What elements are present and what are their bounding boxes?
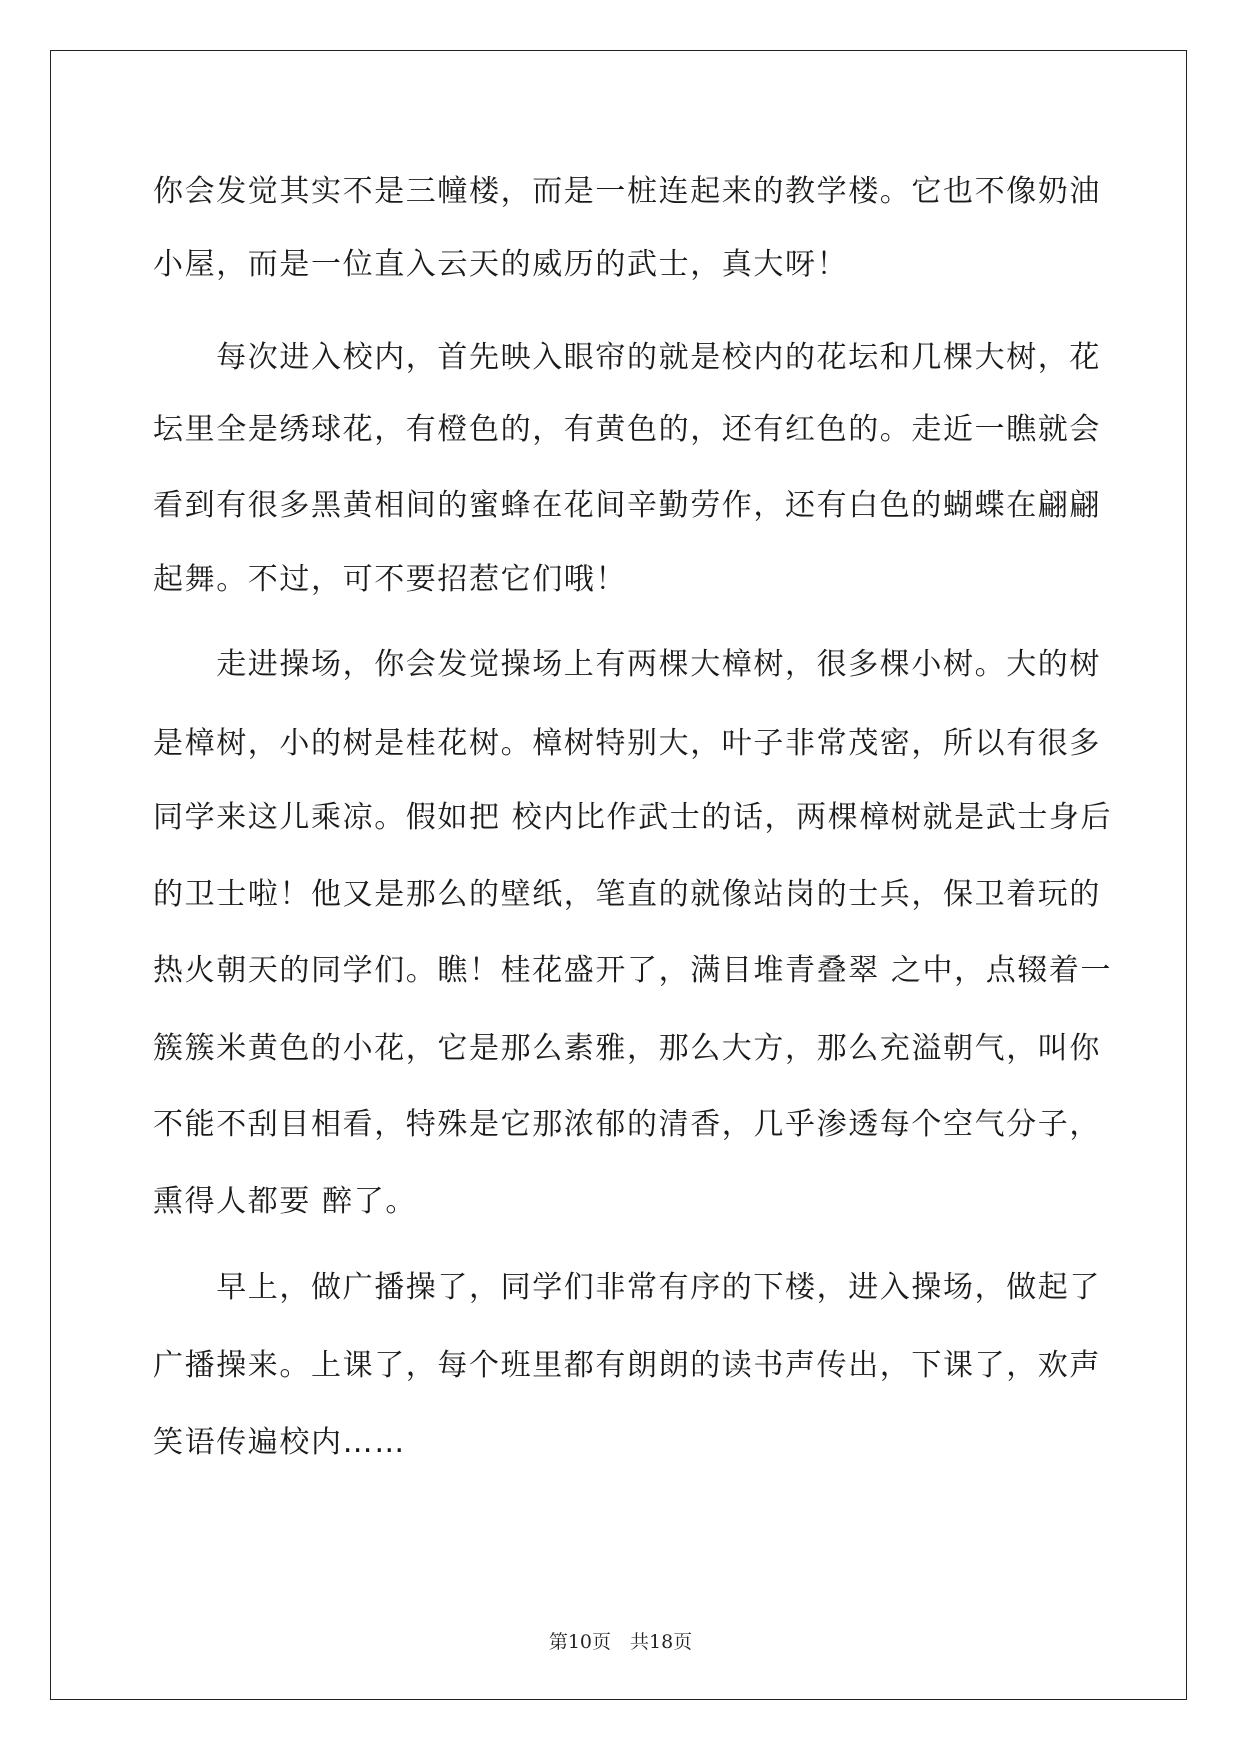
text-line: 热火朝天的同学们。瞧！桂花盛开了，满目堆青叠翠 之中，点辍着一 bbox=[153, 953, 1113, 988]
text-line: 坛里全是绣球花，有橙色的，有黄色的，还有红色的。走近一瞧就会 bbox=[153, 412, 1101, 447]
page-number: 第10页 共18页 bbox=[548, 1631, 693, 1653]
text-line: 不能不刮目相看，特殊是它那浓郁的清香，几乎渗透每个空气分子， bbox=[153, 1107, 1101, 1142]
text-line: 小屋，而是一位直入云天的威历的武士，真大呀！ bbox=[153, 247, 849, 282]
text-line: 起舞。不过，可不要招惹它们哦！ bbox=[153, 562, 627, 597]
text-line: 同学来这儿乘凉。假如把 校内比作武士的话，两棵樟树就是武士身后 bbox=[153, 800, 1113, 835]
text-line: 广播操来。上课了，每个班里都有朗朗的读书声传出，下课了，欢声 bbox=[153, 1348, 1101, 1383]
text-line: 笑语传遍校内…… bbox=[153, 1425, 406, 1460]
text-line: 簇簇米黄色的小花，它是那么素雅，那么大方，那么充溢朝气，叫你 bbox=[153, 1031, 1101, 1066]
text-line: 熏得人都要 醉了。 bbox=[153, 1184, 417, 1219]
text-line: 的卫士啦！他又是那么的壁纸，笔直的就像站岗的士兵，保卫着玩的 bbox=[153, 877, 1101, 912]
text-line: 走进操场，你会发觉操场上有两棵大樟树，很多棵小树。大的树 bbox=[153, 647, 1101, 682]
text-line: 看到有很多黑黄相间的蜜蜂在花间辛勤劳作，还有白色的蝴蝶在翩翩 bbox=[153, 488, 1101, 523]
text-line: 是樟树，小的树是桂花树。樟树特别大，叶子非常茂密，所以有很多 bbox=[153, 726, 1101, 761]
text-line: 早上，做广播操了，同学们非常有序的下楼，进入操场，做起了 bbox=[153, 1270, 1101, 1305]
text-line: 你会发觉其实不是三幢楼，而是一桩连起来的教学楼。它也不像奶油 bbox=[153, 174, 1101, 209]
text-line: 每次进入校内，首先映入眼帘的就是校内的花坛和几棵大树，花 bbox=[153, 340, 1101, 375]
